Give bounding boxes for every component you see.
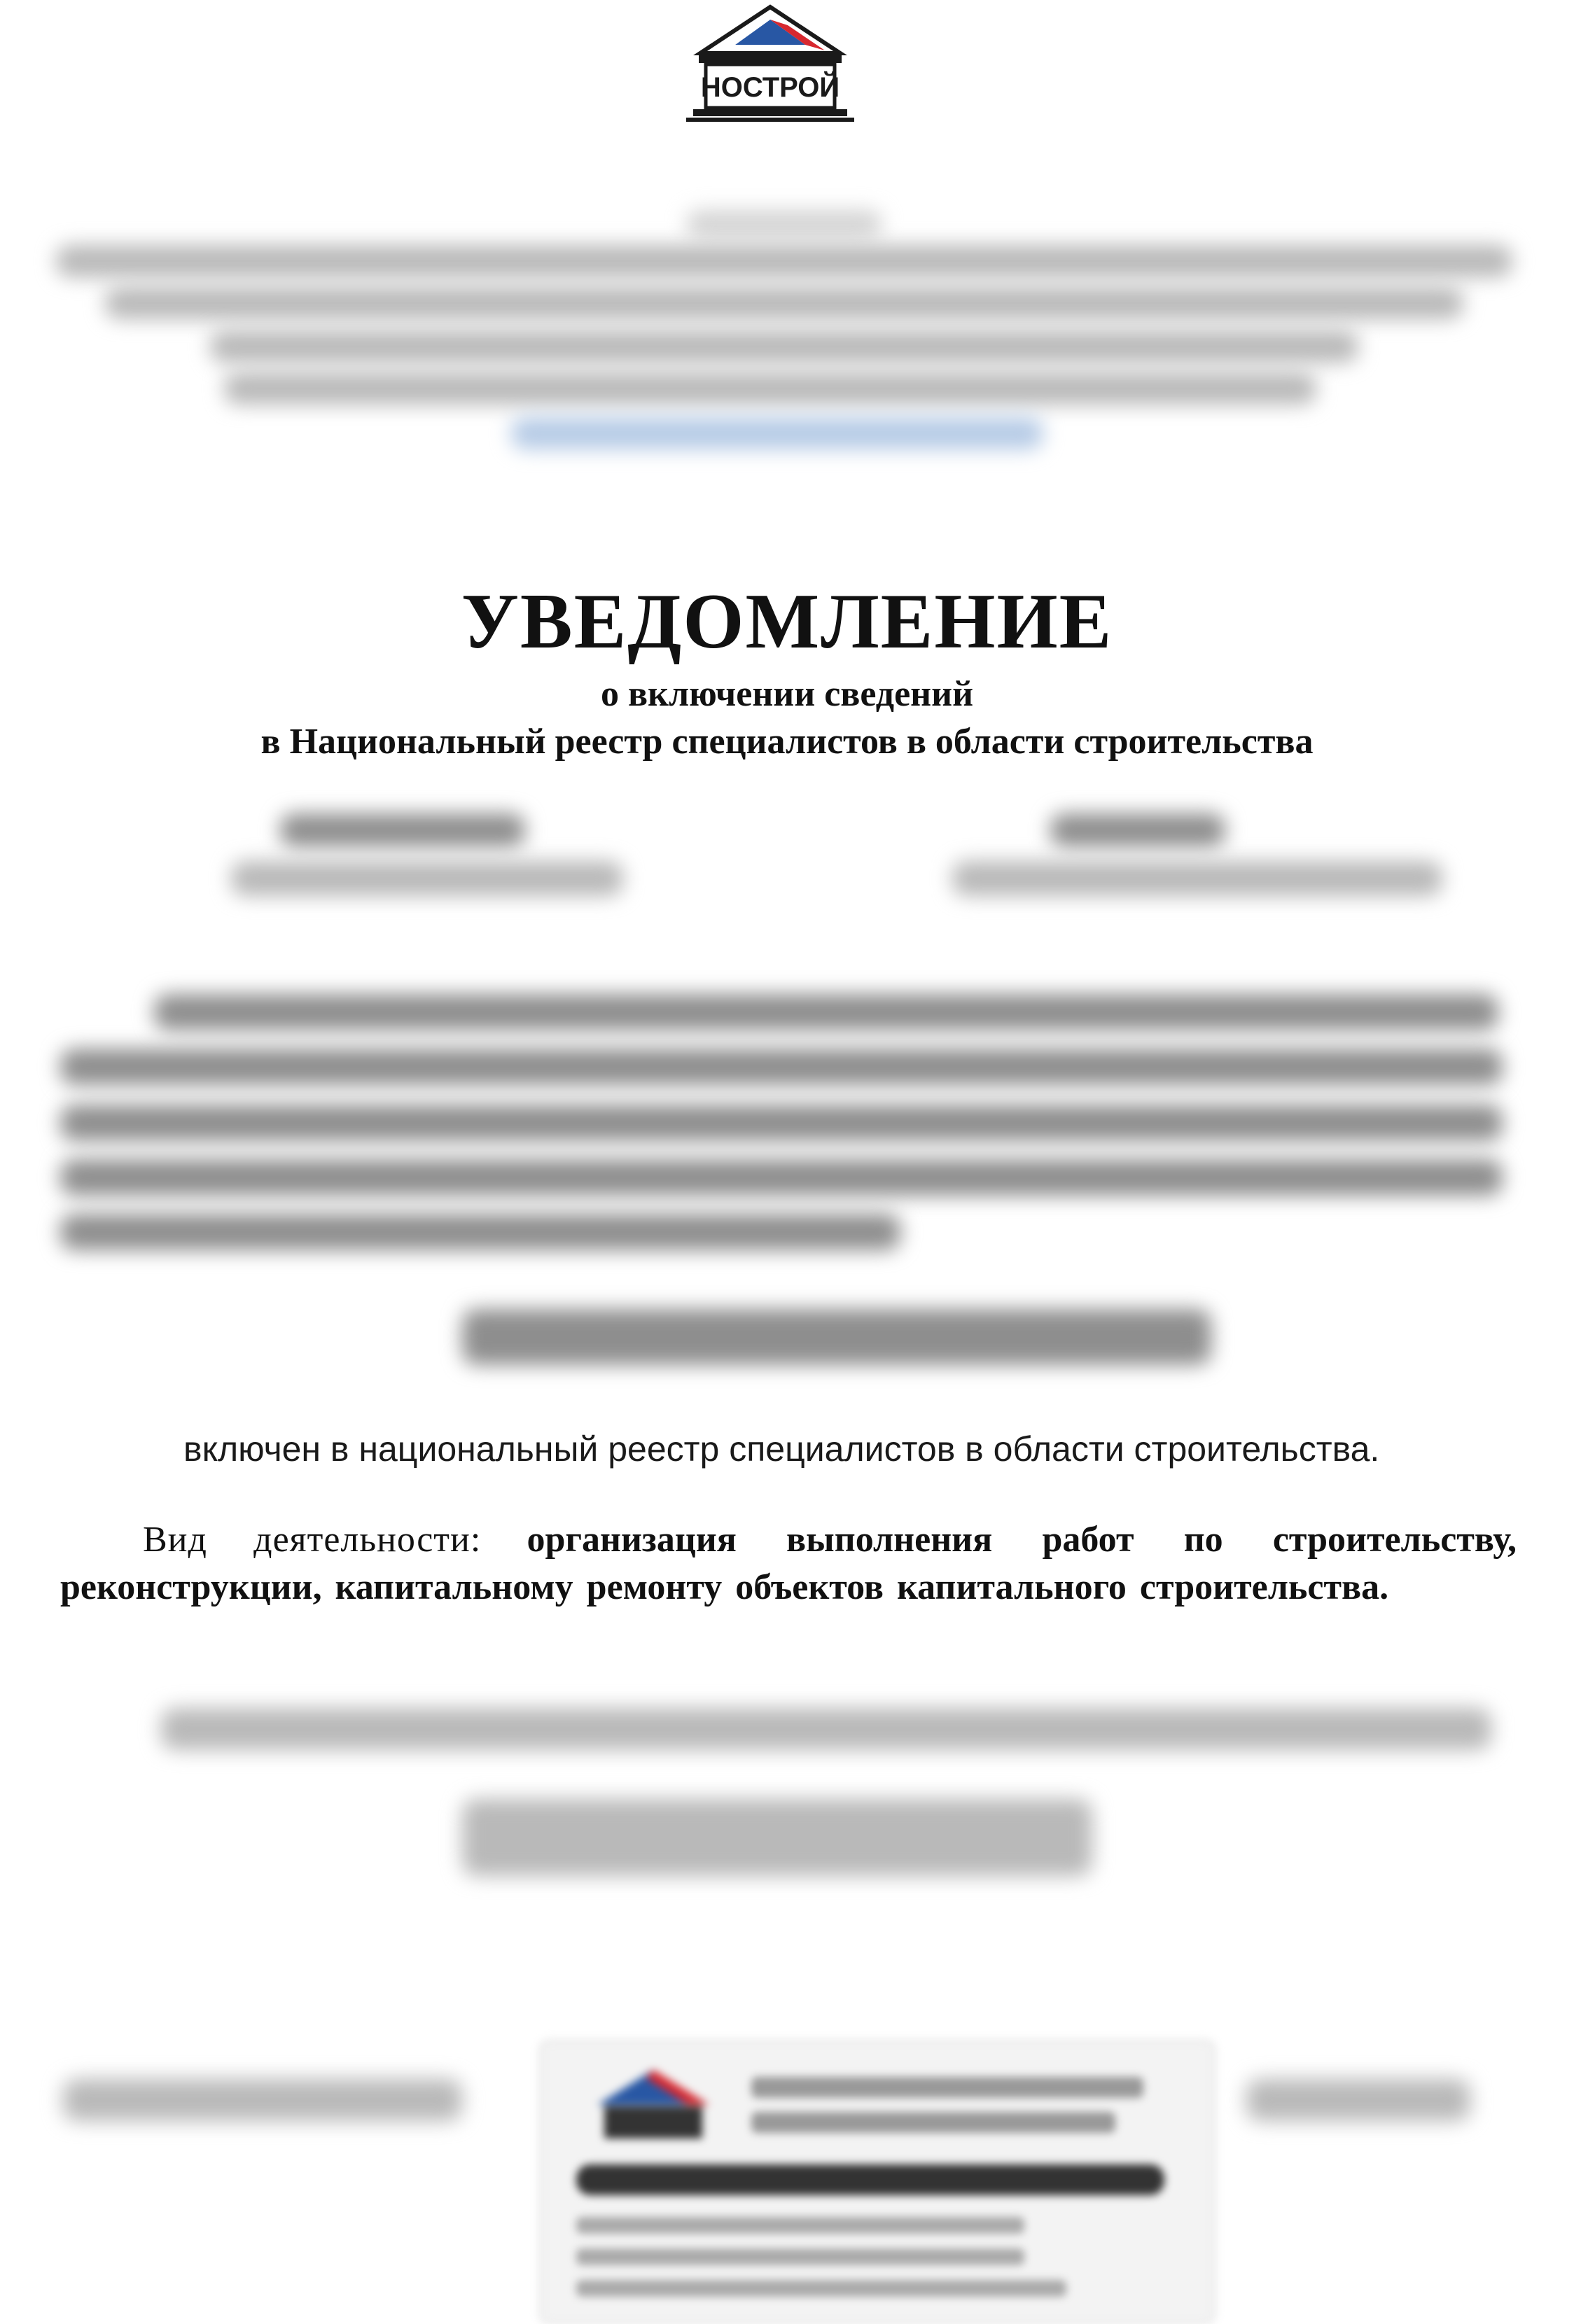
activity-value: организация выполнения работ по строительству, реконструкции, капитальному ремонту объектов капитального строительства. <box>60 1520 1517 1607</box>
header-line <box>210 330 1358 363</box>
paragraph-line <box>154 994 1498 1030</box>
signatory-name <box>1246 2079 1470 2121</box>
stamp-text-line <box>751 2112 1115 2133</box>
paragraph-line <box>60 1159 1503 1196</box>
number-field <box>1050 813 1225 847</box>
stamp-logo-icon <box>590 2063 716 2147</box>
nostroy-building-logo <box>686 4 854 123</box>
stamp-text-line <box>751 2077 1143 2098</box>
paragraph-line <box>60 1105 1503 1141</box>
number-caption <box>952 861 1442 896</box>
header-line <box>105 287 1463 319</box>
registration-number <box>462 1799 1092 1876</box>
stamp-text-line <box>576 2217 1024 2234</box>
included-statement: включен в национальный реестр специалистов в области строительства. <box>183 1429 1380 1469</box>
stamp-text-line <box>576 2248 1024 2265</box>
header-line <box>686 210 882 238</box>
activity-paragraph <box>60 1516 1517 1611</box>
paragraph-line <box>60 1049 1503 1085</box>
notice-title: УВЕДОМЛЕНИЕ <box>461 578 1113 665</box>
digital-signature-stamp <box>539 2040 1216 2324</box>
stamp-text-line <box>576 2280 1066 2297</box>
logo-text: НОСТРОЙ <box>700 72 840 103</box>
notice-subtitle-line2: в Национальный реестр специалистов в области строительства <box>260 722 1314 762</box>
date-caption <box>231 861 623 896</box>
header-line <box>224 372 1316 405</box>
stamp-banner <box>576 2164 1164 2195</box>
registration-line <box>161 1708 1491 1750</box>
specialist-name <box>462 1309 1211 1365</box>
paragraph-line <box>60 1214 900 1250</box>
header-line <box>56 245 1512 277</box>
header-link <box>511 417 1043 449</box>
date-field <box>280 813 525 847</box>
notice-subtitle-line1: о включении сведений <box>600 674 974 714</box>
activity-label: Вид деятельности: <box>143 1520 482 1560</box>
signature-position <box>63 2079 462 2121</box>
